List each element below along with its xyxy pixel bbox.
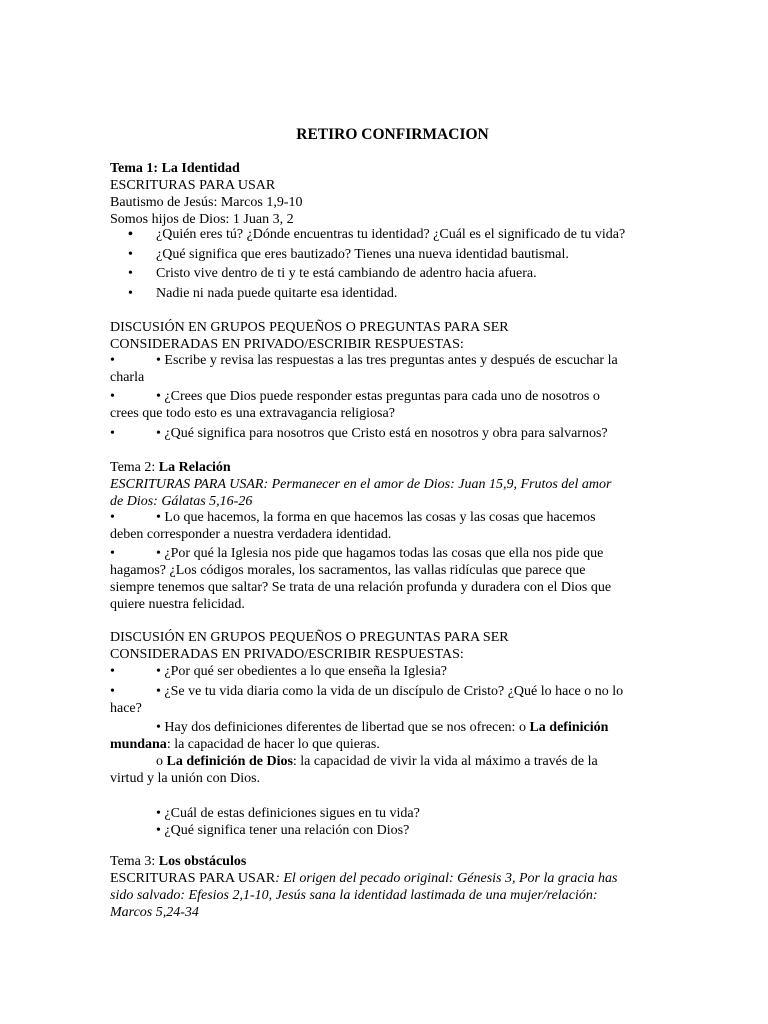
- list-item: [110, 388, 675, 422]
- escrituras-label: ESCRITURAS PARA USAR: [110, 871, 276, 886]
- discusion-heading: DISCUSIÓN EN GRUPOS PEQUEÑOS O PREGUNTAS PARA SER: [110, 630, 509, 645]
- tema1-prefix: Tema 1:: [110, 161, 162, 176]
- tema1-ref: Somos hijos de Dios: 1 Juan 3, 2: [110, 212, 294, 227]
- bullet-icon: •: [128, 266, 133, 281]
- bullet-text: Cristo vive dentro de ti y te está cambiando de adentro hacia afuera.: [156, 266, 537, 281]
- definition-prefix: o: [156, 754, 167, 769]
- tema2-name: La Relación: [158, 460, 231, 475]
- tema2-escrituras: de Dios: Gálatas 5,16-26: [110, 494, 253, 509]
- item-text: • Escribe y revisa las respuestas a las tres preguntas antes y después de escuchar la: [156, 353, 618, 368]
- item-text: • ¿Por qué ser obedientes a lo que enseña la Iglesia?: [156, 664, 448, 679]
- item-text: • ¿Por qué la Iglesia nos pide que hagamos todas las cosas que ella nos pide que: [156, 546, 604, 561]
- item-text: deben corresponder a nuestra verdadera identidad.: [110, 527, 392, 542]
- item-text: • ¿Crees que Dios puede responder estas preguntas para cada uno de nosotros o: [156, 389, 600, 404]
- escrituras-refs: Marcos 5,24-34: [110, 905, 199, 920]
- definition-text: : la capacidad de hacer lo que quieras.: [166, 737, 380, 752]
- item-text: charla: [110, 370, 145, 385]
- bullet-icon: •: [110, 684, 115, 699]
- tema2-section: [110, 459, 675, 510]
- escrituras-refs: : El origen del pecado original: Génesis 3, Por la gracia has: [275, 871, 618, 886]
- definition-label: La definición: [529, 720, 609, 735]
- tema2-heading: [110, 459, 675, 476]
- tema3-heading: [110, 853, 675, 870]
- item-text: • Lo que hacemos, la forma en que hacemos las cosas y las cosas que hacemos: [156, 510, 596, 525]
- tema1-section: [110, 160, 675, 228]
- bullet-icon: •: [128, 227, 133, 242]
- discusion1-section: [110, 319, 675, 353]
- tema1-escrituras: ESCRITURAS PARA USAR: [110, 178, 276, 193]
- bullet-icon: •: [110, 389, 115, 404]
- bullet-icon: •: [110, 353, 115, 368]
- tema3-escrituras: [110, 870, 675, 887]
- tema3-prefix: Tema 3:: [110, 854, 159, 869]
- tema3-name: Los obstáculos: [158, 854, 247, 869]
- list-item: [110, 683, 675, 717]
- discusion-heading: DISCUSIÓN EN GRUPOS PEQUEÑOS O PREGUNTAS PARA SER: [110, 320, 509, 335]
- definition-label: La definición de Dios: [166, 754, 293, 769]
- bullet-icon: •: [110, 664, 115, 679]
- questions-block: [110, 805, 675, 839]
- item-text: hace?: [110, 701, 142, 716]
- tema2-escrituras: ESCRITURAS PARA USAR: Permanecer en el amor de Dios: Juan 15,9, Frutos del amor: [110, 477, 612, 492]
- item-text: siempre tenemos que saltar? Se trata de una relación profunda y duradera con el Dios que: [110, 580, 612, 595]
- bullet-icon: •: [110, 546, 115, 561]
- tema3-section: [110, 853, 675, 921]
- tema1-ref: Bautismo de Jesús: Marcos 1,9-10: [110, 195, 303, 210]
- definition-text: virtud y la unión con Dios.: [110, 771, 261, 786]
- list-item: [110, 352, 675, 386]
- question-text: • ¿Qué significa tener una relación con Dios?: [156, 823, 410, 838]
- definitions-intro: • Hay dos definiciones diferentes de libertad que se nos ofrecen: o: [156, 720, 530, 735]
- list-item: [110, 509, 675, 543]
- discusion-heading: CONSIDERADAS EN PRIVADO/ESCRIBIR RESPUESTAS:: [110, 337, 464, 352]
- list-item: [110, 545, 675, 613]
- item-text: • ¿Se ve tu vida diaria como la vida de un discípulo de Cristo? ¿Qué lo hace o no lo: [156, 684, 624, 699]
- definition-text: : la capacidad de vivir la vida al máximo a través de la: [292, 754, 598, 769]
- bullet-text: Nadie ni nada puede quitarte esa identidad.: [156, 286, 398, 301]
- item-text: hagamos? ¿Los códigos morales, los sacramentos, las vallas ridículas que parece que: [110, 563, 586, 578]
- item-text: quiere nuestra felicidad.: [110, 597, 245, 612]
- bullet-text: ¿Qué significa que eres bautizado? Tienes una nueva identidad bautismal.: [156, 247, 569, 262]
- list-item: [110, 425, 675, 442]
- item-text: crees que todo esto es una extravagancia religiosa?: [110, 406, 395, 421]
- tema1-name: La Identidad: [161, 161, 240, 176]
- bullet-icon: •: [128, 247, 133, 262]
- list-item: [110, 663, 675, 680]
- bullet-text: ¿Quién eres tú? ¿Dónde encuentras tu identidad? ¿Cuál es el significado de tu vida?: [156, 227, 626, 242]
- question-text: • ¿Cuál de estas definiciones sigues en tu vida?: [156, 806, 420, 821]
- discusion2-section: [110, 629, 675, 663]
- bullet-icon: •: [110, 510, 115, 525]
- item-text: • ¿Qué significa para nosotros que Cristo está en nosotros y obra para salvarnos?: [156, 426, 608, 441]
- bullet-icon: •: [128, 286, 133, 301]
- bullet-icon: •: [110, 426, 115, 441]
- escrituras-refs: sido salvado: Efesios 2,1-10, Jesús sana la identidad lastimada de una mujer/relación:: [110, 888, 598, 903]
- tema2-prefix: Tema 2:: [110, 460, 159, 475]
- tema1-heading: [110, 160, 675, 177]
- page-title: RETIRO CONFIRMACION: [296, 126, 489, 143]
- discusion-heading: CONSIDERADAS EN PRIVADO/ESCRIBIR RESPUESTAS:: [110, 647, 464, 662]
- definition-label: mundana: [110, 737, 167, 752]
- definitions-block: [110, 719, 675, 787]
